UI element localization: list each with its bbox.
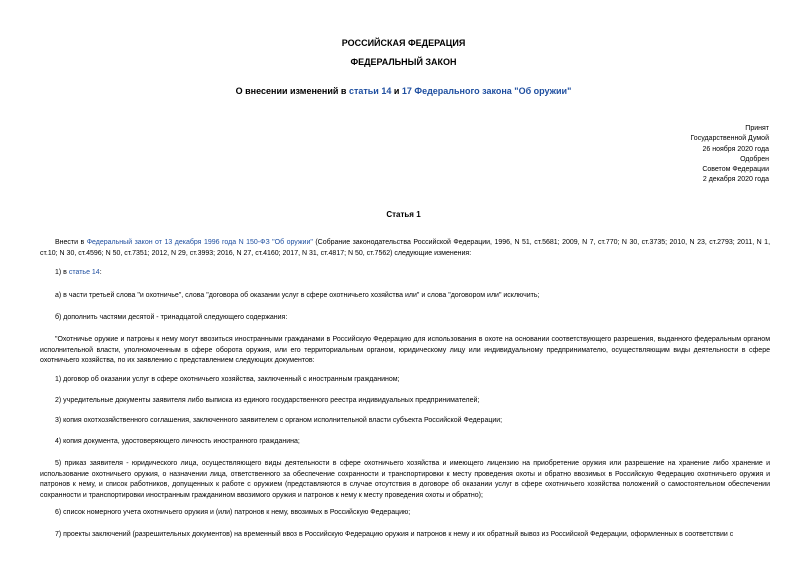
title-mid: и — [391, 86, 402, 96]
country-heading: РОССИЙСКАЯ ФЕДЕРАЦИЯ — [341, 38, 466, 48]
list-item: 4) копия документа, удостоверяющего личность иностранного гражданина; — [55, 438, 300, 445]
adoption-line: 2 декабря 2020 года — [702, 176, 769, 184]
title-link-article-17[interactable]: 17 Федерального закона "Об оружии" — [401, 86, 572, 96]
list-item: 3) копия охотхозяйственного соглашения, заключенного заявителем с органом исполнительной власти субъекта Российской Федерации; — [55, 417, 503, 424]
list-item: 6) список номерного учета охотничьего оружия и (или) патронов к нему, ввозимых в Российскую Федерацию; — [55, 509, 411, 516]
adoption-line: Государственной Думой — [690, 135, 769, 143]
article-heading: Статья 1 — [386, 210, 421, 219]
list-item: 7) проекты заключений (разрешительных документов) на временный ввоз в Российскую Федерацию оружия и патронов к нему и их обратный вывоз из Российской Федерации, оформленных в соответствии с — [55, 531, 734, 538]
list-item: 5) приказ заявителя - юридического лица, осуществляющего виды деятельности в сфере охотничьего хозяйства и имеющего лицензию на приобретение оружия или разрешение на хранение либо хранение и использование охотничьего оружия, о назначении лица, ответственного за обеспечение сохранности и транспортировки к месту проведения охоты и обратно ввозимых в Российскую Федерацию охотничьего оружия и патронов к нему, и список работников, допущенных к работе с оружием (представляются в случае отсутствия в договоре об оказании услуг в сфере охотничьего хозяйства положений о самостоятельном обеспечении сохранности и транспортировки иностранным гражданином ввозимого оружия и патронов к нему к месту проведения охоты и обратно); — [40, 460, 770, 499]
title-link-article-14[interactable]: статьи 14 — [348, 86, 392, 96]
list-item: 2) учредительные документы заявителя либо выписка из единого государственного реестра индивидуальных предпринимателей; — [55, 397, 480, 404]
law-title — [0, 86, 807, 96]
adoption-block — [690, 124, 769, 186]
item1-suffix: : — [99, 269, 102, 276]
item1-prefix: 1) в — [55, 269, 69, 276]
article-intro — [40, 238, 770, 259]
title-prefix: О внесении изменений в — [235, 86, 349, 96]
adoption-line: 26 ноября 2020 года — [702, 145, 769, 153]
item-1 — [40, 268, 770, 279]
intro-law-link[interactable]: Федеральный закон от 13 декабря 1996 года N 150-ФЗ "Об оружии" — [86, 239, 313, 246]
adoption-line: Советом Федерации — [702, 166, 769, 174]
paragraph-b: б) дополнить частями десятой - тринадцатой следующего содержания: — [55, 314, 288, 321]
adoption-line: Принят — [745, 125, 769, 132]
paragraph-a: а) в части третьей слова "и охотничье", слова "договора об оказании услуг в сфере охотничьего хозяйства или" и слова "договором или" исключить; — [55, 292, 540, 299]
item1-link[interactable]: статье 14 — [68, 269, 100, 276]
quoted-text: "Охотничье оружие и патроны к нему могут ввозиться иностранными гражданами в Российскую Федерацию для использования в охоте на основании соответствующего разрешения, выданного федеральным органом исполнительной власти, уполномоченным в сфере оборота оружия, или его территориальным органом, юридическому лицу или индивидуальному предпринимателю, осуществляющим виды деятельности в сфере охотничьего хозяйства, по их заявлению с представлением следующих документов: — [40, 336, 770, 365]
adoption-line: Одобрен — [740, 155, 769, 163]
intro-rest: (Собрание законодательства Российской Федерации, 1996, N 51, ст.5681; 2009, N 7, ст.770; N 30, ст.3735; 2010, N 23, ст.2793; 2011, N 1, ст.10; N 30, ст.4596; N 50, ст.7351; 2012, N 29, ст.3993; 2016, N 27, ст.4160; 2017, N 31, ст.4817; N 50, ст.7562) следующие изменения: — [40, 239, 771, 257]
law-type-heading: ФЕДЕРАЛЬНЫЙ ЗАКОН — [350, 57, 457, 67]
intro-prefix: Внести в — [55, 239, 87, 246]
list-item: 1) договор об оказании услуг в сфере охотничьего хозяйства, заключенный с иностранным гражданином; — [55, 376, 400, 383]
